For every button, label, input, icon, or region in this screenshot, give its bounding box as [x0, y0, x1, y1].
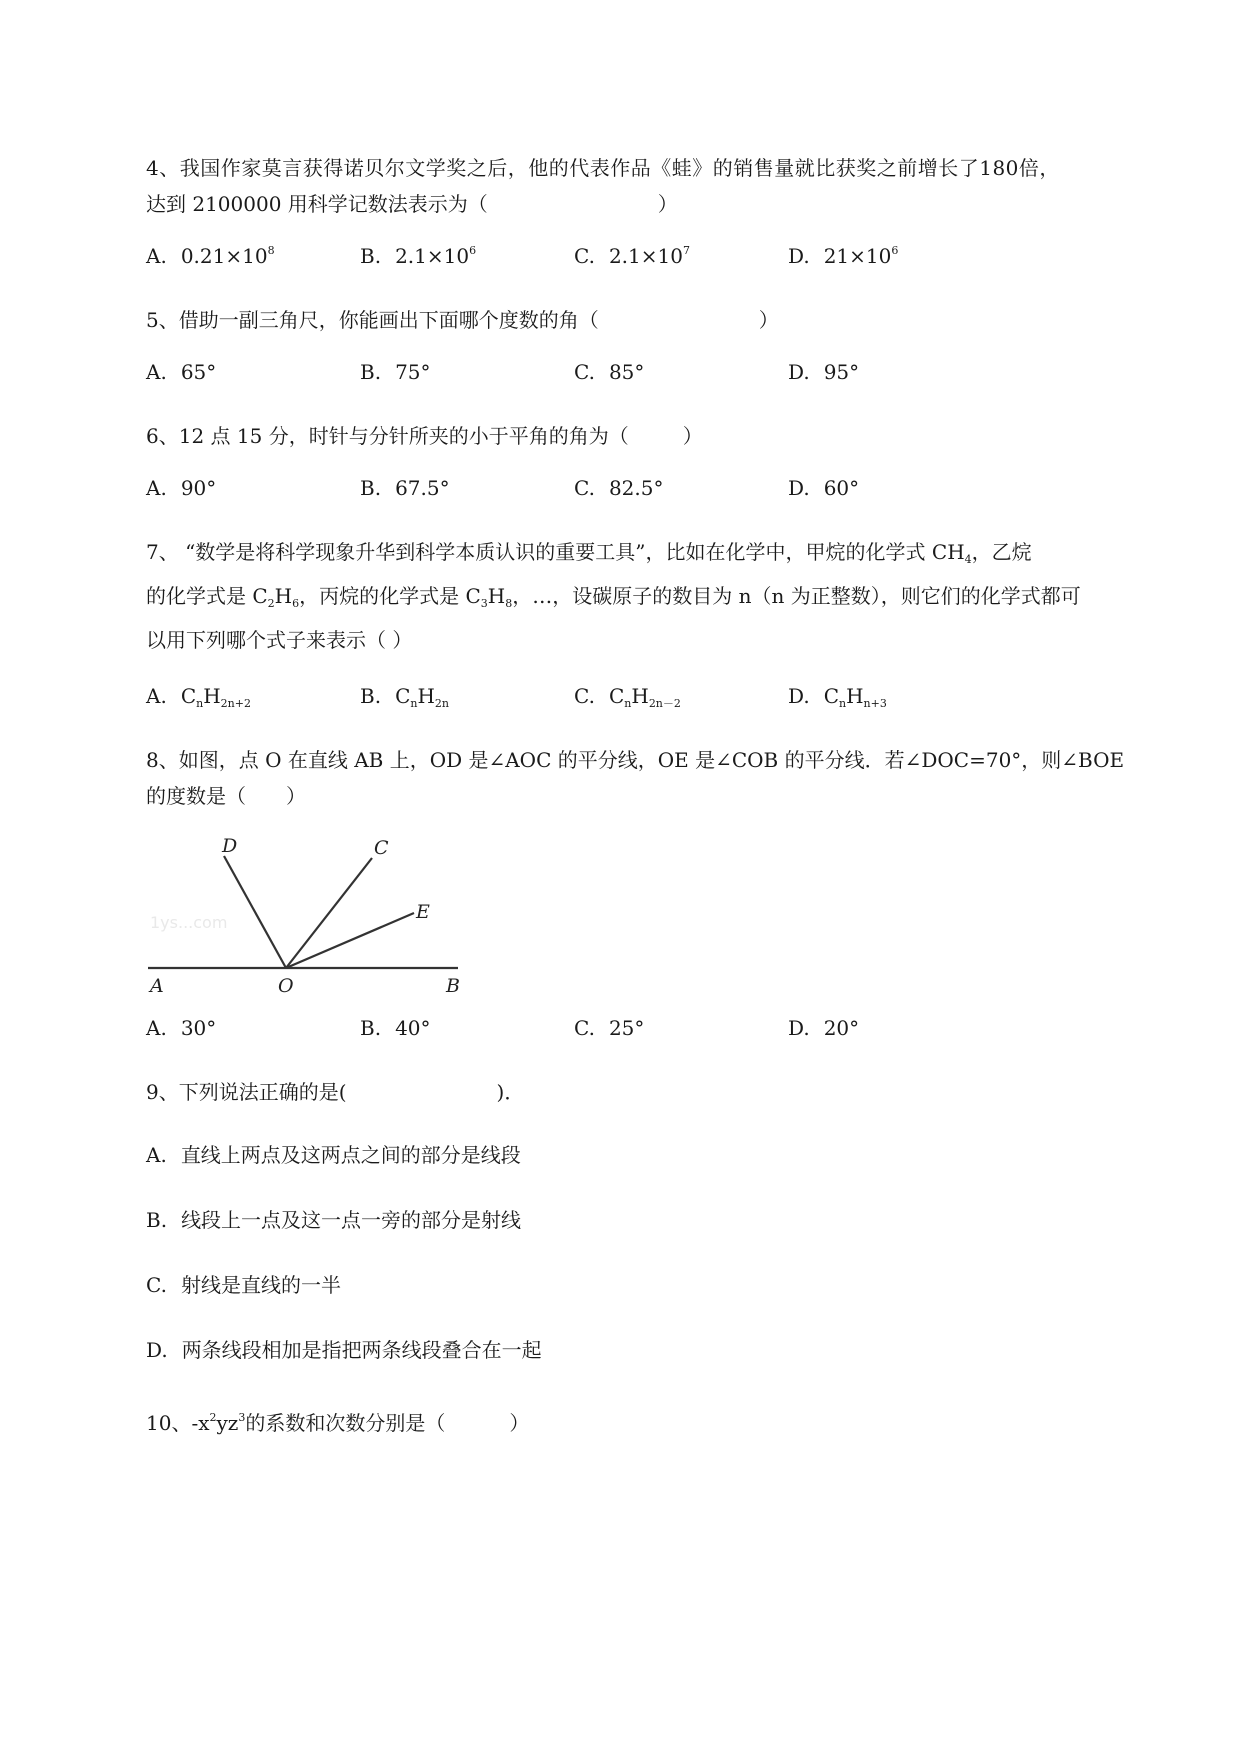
option-d: D. $21\times 10^6$: [788, 244, 899, 268]
question-5-options: [146, 360, 1156, 390]
option-a: A. 直线上两点及这两点之间的部分是线段: [146, 1143, 521, 1167]
question-7-options: [146, 684, 1156, 714]
option-d: D. 20°: [788, 1016, 860, 1040]
question-5: [146, 302, 1156, 390]
label-o: O: [278, 975, 294, 997]
option-c: C. 射线是直线的一半: [146, 1273, 341, 1297]
option-a: A. 30°: [146, 1016, 217, 1040]
label-a: A: [150, 975, 164, 997]
label-e: E: [416, 901, 430, 923]
question-10-text: 10、$-x^2yz^3$的系数和次数分别是（ ）: [146, 1411, 530, 1435]
option-b: B. 线段上一点及这一点一旁的部分是射线: [146, 1208, 522, 1232]
question-9-text: 9、下列说法正确的是( )．: [146, 1080, 525, 1104]
question-9: [146, 1074, 1156, 1365]
option-a: A. $C_nH_{2n+2}$: [146, 684, 251, 710]
angle-diagram: [146, 828, 466, 998]
option-d: D. 95°: [788, 360, 860, 384]
question-8-line1: 8、如图，点 O 在直线 AB 上，OD 是∠AOC 的平分线，OE 是∠COB 的平分线．若∠DOC=70°，则∠BOE: [146, 748, 1125, 772]
label-d: D: [222, 835, 238, 857]
option-b: B. 75°: [360, 360, 431, 384]
figure-watermark: 1ys...com: [150, 913, 228, 932]
question-7-line2: 的化学式是 $C_2H_6$，丙烷的化学式是 $C_3H_8$，…，设碳原子的数目为 n（n 为正整数），则它们的化学式都可: [146, 584, 1081, 610]
ray-od: [224, 856, 286, 968]
question-6: [146, 418, 1156, 506]
angle-figure: [146, 828, 466, 998]
option-a: A. $0.21\times 10^8$: [146, 244, 275, 268]
option-c: C. 25°: [574, 1016, 645, 1040]
question-4: [146, 150, 1156, 274]
option-c: C. 82.5°: [574, 476, 664, 500]
option-a: A. 65°: [146, 360, 217, 384]
question-8: [146, 742, 1156, 1046]
question-4-options: [146, 244, 1156, 274]
option-a: A. 90°: [146, 476, 217, 500]
ray-oe: [286, 913, 414, 968]
ray-oc: [286, 858, 372, 968]
option-c: C. 85°: [574, 360, 645, 384]
option-b: B. 67.5°: [360, 476, 450, 500]
option-b: B. 40°: [360, 1016, 431, 1040]
option-b: B. $C_nH_{2n}$: [360, 684, 450, 710]
question-8-options: [146, 1016, 1156, 1046]
exam-page: [146, 150, 1156, 1441]
option-d: D. 两条线段相加是指把两条线段叠合在一起: [146, 1338, 542, 1362]
option-d: D. $C_nH_{n+3}$: [788, 684, 887, 710]
question-7-line1: 7、 “数学是将科学现象升华到科学本质认识的重要工具”，比如在化学中，甲烷的化学式 $CH_4$，乙烷: [146, 540, 1032, 566]
question-7-line3: 以用下列哪个式子来表示（ ）: [146, 628, 413, 652]
label-b: B: [446, 975, 460, 997]
option-b: B. $2.1\times 10^6$: [360, 244, 477, 268]
question-8-line2: 的度数是（ ）: [146, 784, 306, 808]
option-c: C. $C_nH_{2n-2}$: [574, 684, 681, 710]
option-d: D. 60°: [788, 476, 860, 500]
question-5-text: 5、借助一副三角尺，你能画出下面哪个度数的角（ ）: [146, 308, 779, 332]
question-6-text: 6、12 点 15 分，时针与分针所夹的小于平角的角为（ ）: [146, 424, 703, 448]
option-c: C. $2.1\times 10^7$: [574, 244, 690, 268]
question-10: [146, 1400, 1156, 1441]
question-4-line1: 4、我国作家莫言获得诺贝尔文学奖之后，他的代表作品《蛙》的销售量就比获奖之前增长了180倍，: [146, 156, 1060, 180]
label-c: C: [374, 837, 389, 859]
question-7: [146, 534, 1156, 714]
question-6-options: [146, 476, 1156, 506]
question-4-line2: 达到 2100000 用科学记数法表示为（ ）: [146, 192, 678, 216]
